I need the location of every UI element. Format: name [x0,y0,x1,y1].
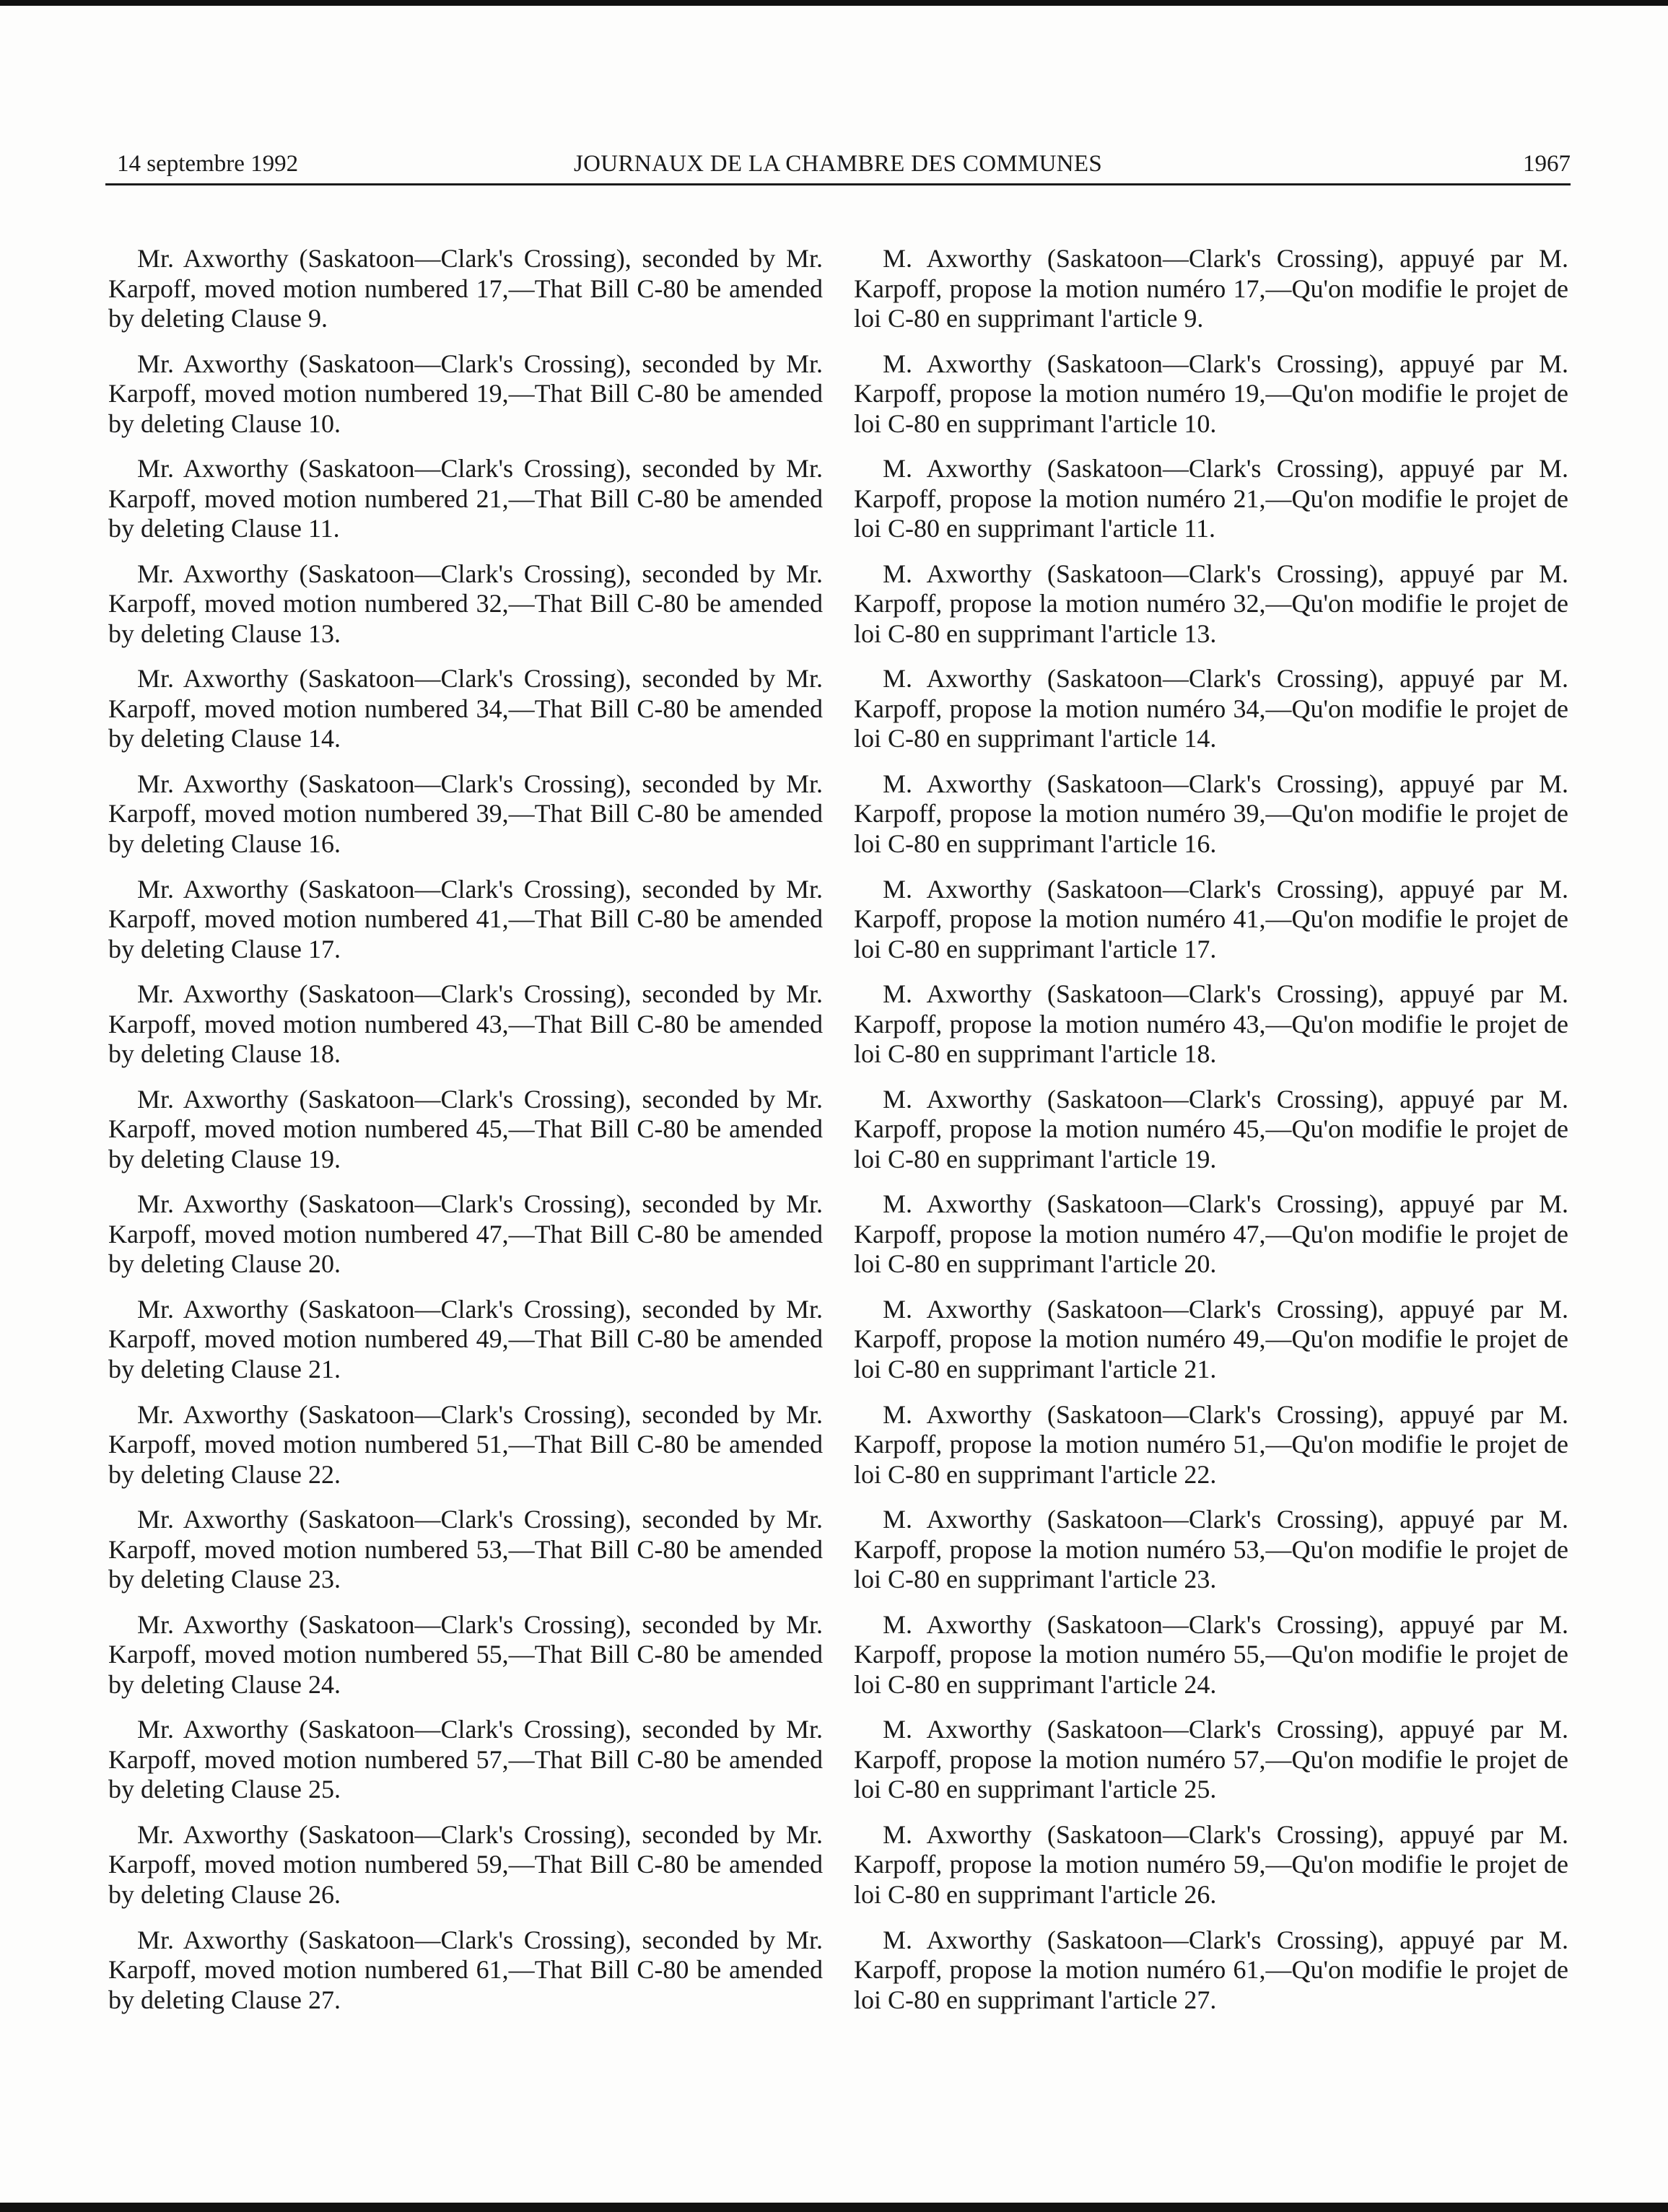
motion-entry-fr: M. Axworthy (Saskatoon—Clark's Crossing), appuyé par M. Karpoff, propose la motion numéro 51,—Qu'on modifie le projet de loi C-80 en supprimant l'article 22. [854,1399,1568,1489]
header-rule [105,183,1571,185]
motion-entry-fr: M. Axworthy (Saskatoon—Clark's Crossing), appuyé par M. Karpoff, propose la motion numéro 17,—Qu'on modifie le projet de loi C-80 en supprimant l'article 9. [854,244,1568,333]
french-column [854,244,1568,2030]
motion-entry-en: Mr. Axworthy (Saskatoon—Clark's Crossing), seconded by Mr. Karpoff, moved motion numbered 43,—That Bill C-80 be amended by deleting Clause 18. [108,979,823,1069]
motion-entry-en: Mr. Axworthy (Saskatoon—Clark's Crossing), seconded by Mr. Karpoff, moved motion numbered 19,—That Bill C-80 be amended by deleting Clause 10. [108,349,823,438]
motion-entry-en: Mr. Axworthy (Saskatoon—Clark's Crossing), seconded by Mr. Karpoff, moved motion numbered 55,—That Bill C-80 be amended by deleting Clause 24. [108,1609,823,1699]
motion-entry-fr: M. Axworthy (Saskatoon—Clark's Crossing), appuyé par M. Karpoff, propose la motion numéro 21,—Qu'on modifie le projet de loi C-80 en supprimant l'article 11. [854,454,1568,543]
motion-entry-en: Mr. Axworthy (Saskatoon—Clark's Crossing), seconded by Mr. Karpoff, moved motion numbered 53,—That Bill C-80 be amended by deleting Clause 23. [108,1505,823,1594]
header-date: 14 septembre 1992 [117,151,299,177]
motion-entry-fr: M. Axworthy (Saskatoon—Clark's Crossing), appuyé par M. Karpoff, propose la motion numéro 61,—Qu'on modifie le projet de loi C-80 en supprimant l'article 27. [854,1925,1568,2014]
motion-entry-fr: M. Axworthy (Saskatoon—Clark's Crossing), appuyé par M. Karpoff, propose la motion numéro 41,—Qu'on modifie le projet de loi C-80 en supprimant l'article 17. [854,874,1568,963]
scan-border-bottom [0,2203,1668,2212]
motion-entry-fr: M. Axworthy (Saskatoon—Clark's Crossing), appuyé par M. Karpoff, propose la motion numéro 57,—Qu'on modifie le projet de loi C-80 en supprimant l'article 25. [854,1715,1568,1804]
motion-entry-en: Mr. Axworthy (Saskatoon—Clark's Crossing), seconded by Mr. Karpoff, moved motion numbered 49,—That Bill C-80 be amended by deleting Clause 21. [108,1294,823,1383]
motion-entry-fr: M. Axworthy (Saskatoon—Clark's Crossing), appuyé par M. Karpoff, propose la motion numéro 39,—Qu'on modifie le projet de loi C-80 en supprimant l'article 16. [854,769,1568,858]
motion-entry-en: Mr. Axworthy (Saskatoon—Clark's Crossing), seconded by Mr. Karpoff, moved motion numbered 51,—That Bill C-80 be amended by deleting Clause 22. [108,1399,823,1489]
motion-entry-fr: M. Axworthy (Saskatoon—Clark's Crossing), appuyé par M. Karpoff, propose la motion numéro 49,—Qu'on modifie le projet de loi C-80 en supprimant l'article 21. [854,1294,1568,1383]
motion-entry-fr: M. Axworthy (Saskatoon—Clark's Crossing), appuyé par M. Karpoff, propose la motion numéro 53,—Qu'on modifie le projet de loi C-80 en supprimant l'article 23. [854,1505,1568,1594]
motion-entry-fr: M. Axworthy (Saskatoon—Clark's Crossing), appuyé par M. Karpoff, propose la motion numéro 32,—Qu'on modifie le projet de loi C-80 en supprimant l'article 13. [854,559,1568,648]
motion-entry-fr: M. Axworthy (Saskatoon—Clark's Crossing), appuyé par M. Karpoff, propose la motion numéro 47,—Qu'on modifie le projet de loi C-80 en supprimant l'article 20. [854,1189,1568,1279]
motion-entry-fr: M. Axworthy (Saskatoon—Clark's Crossing), appuyé par M. Karpoff, propose la motion numéro 59,—Qu'on modifie le projet de loi C-80 en supprimant l'article 26. [854,1819,1568,1909]
motion-entry-en: Mr. Axworthy (Saskatoon—Clark's Crossing), seconded by Mr. Karpoff, moved motion numbered 47,—That Bill C-80 be amended by deleting Clause 20. [108,1189,823,1279]
motion-entry-en: Mr. Axworthy (Saskatoon—Clark's Crossing), seconded by Mr. Karpoff, moved motion numbered 17,—That Bill C-80 be amended by deleting Clause 9. [108,244,823,333]
motion-entry-en: Mr. Axworthy (Saskatoon—Clark's Crossing), seconded by Mr. Karpoff, moved motion numbered 57,—That Bill C-80 be amended by deleting Clause 25. [108,1715,823,1804]
header-journal-title: JOURNAUX DE LA CHAMBRE DES COMMUNES [574,151,1102,177]
motion-entry-en: Mr. Axworthy (Saskatoon—Clark's Crossing), seconded by Mr. Karpoff, moved motion numbered 41,—That Bill C-80 be amended by deleting Clause 17. [108,874,823,963]
page-header [105,146,1571,182]
motion-entry-en: Mr. Axworthy (Saskatoon—Clark's Crossing), seconded by Mr. Karpoff, moved motion numbered 39,—That Bill C-80 be amended by deleting Clause 16. [108,769,823,858]
motion-entry-fr: M. Axworthy (Saskatoon—Clark's Crossing), appuyé par M. Karpoff, propose la motion numéro 19,—Qu'on modifie le projet de loi C-80 en supprimant l'article 10. [854,349,1568,438]
motion-entry-en: Mr. Axworthy (Saskatoon—Clark's Crossing), seconded by Mr. Karpoff, moved motion numbered 45,—That Bill C-80 be amended by deleting Clause 19. [108,1084,823,1173]
motion-entry-en: Mr. Axworthy (Saskatoon—Clark's Crossing), seconded by Mr. Karpoff, moved motion numbered 34,—That Bill C-80 be amended by deleting Clause 14. [108,664,823,753]
scan-border-top [0,0,1668,6]
header-page-number: 1967 [1523,151,1571,177]
motion-entry-en: Mr. Axworthy (Saskatoon—Clark's Crossing), seconded by Mr. Karpoff, moved motion numbered 32,—That Bill C-80 be amended by deleting Clause 13. [108,559,823,648]
english-column [108,244,823,2030]
motion-entry-en: Mr. Axworthy (Saskatoon—Clark's Crossing), seconded by Mr. Karpoff, moved motion numbered 61,—That Bill C-80 be amended by deleting Clause 27. [108,1925,823,2014]
motion-entry-fr: M. Axworthy (Saskatoon—Clark's Crossing), appuyé par M. Karpoff, propose la motion numéro 43,—Qu'on modifie le projet de loi C-80 en supprimant l'article 18. [854,979,1568,1069]
motion-entry-fr: M. Axworthy (Saskatoon—Clark's Crossing), appuyé par M. Karpoff, propose la motion numéro 45,—Qu'on modifie le projet de loi C-80 en supprimant l'article 19. [854,1084,1568,1173]
motion-entry-en: Mr. Axworthy (Saskatoon—Clark's Crossing), seconded by Mr. Karpoff, moved motion numbered 21,—That Bill C-80 be amended by deleting Clause 11. [108,454,823,543]
motion-entry-en: Mr. Axworthy (Saskatoon—Clark's Crossing), seconded by Mr. Karpoff, moved motion numbered 59,—That Bill C-80 be amended by deleting Clause 26. [108,1819,823,1909]
motion-entry-fr: M. Axworthy (Saskatoon—Clark's Crossing), appuyé par M. Karpoff, propose la motion numéro 34,—Qu'on modifie le projet de loi C-80 en supprimant l'article 14. [854,664,1568,753]
motion-entry-fr: M. Axworthy (Saskatoon—Clark's Crossing), appuyé par M. Karpoff, propose la motion numéro 55,—Qu'on modifie le projet de loi C-80 en supprimant l'article 24. [854,1609,1568,1699]
